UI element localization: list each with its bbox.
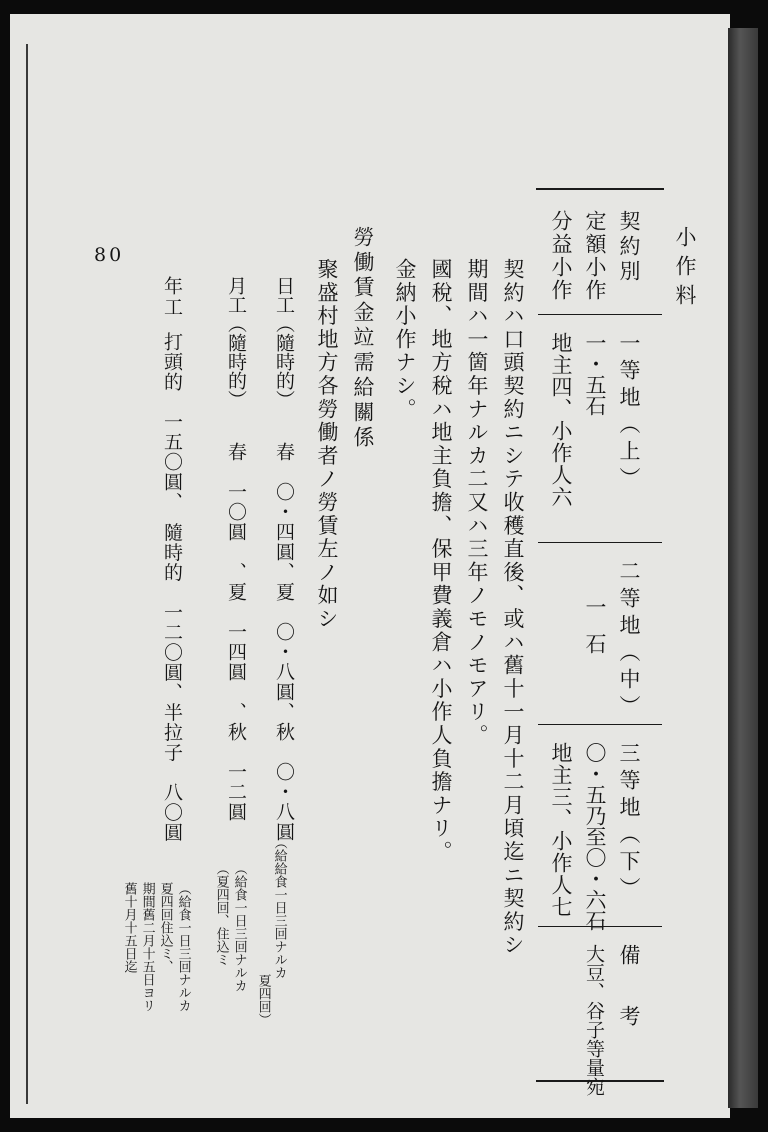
tax-burden-line: 國稅、地方稅ハ地主負擔、保甲費義倉ハ小作人負擔ナリ。 <box>429 258 453 864</box>
yearly-labor-note-2: 夏四回住込ミ、 <box>157 882 173 973</box>
day-labor-wages: 春 〇・四圓、夏 〇・八圓、秋 〇・八圓 <box>273 442 295 842</box>
yearly-labor-note-4: 舊十月十五日迄 <box>121 882 137 973</box>
section-title: 小作料 <box>673 226 697 313</box>
monthly-labor-type: 月工（隨時的） <box>225 276 247 409</box>
day-labor-note-2: 夏四回） <box>255 974 271 1026</box>
grade-3-label: 三等地（下） <box>617 742 641 904</box>
header-share-rent: 分益小作 <box>549 210 573 302</box>
remarks-text: 大豆、谷子等量宛 <box>583 944 605 1096</box>
header-fixed-rent: 定額小作 <box>583 210 607 302</box>
book-gutter-shadow <box>728 28 758 1108</box>
book-page <box>10 14 730 1118</box>
grade-2-label: 二等地（中） <box>617 560 641 722</box>
day-labor-note-1: （給給食一日三回ナルカ <box>271 836 287 979</box>
grade-1-label: 一等地（上） <box>617 332 641 494</box>
contract-terms-line: 契約ハ口頭契約ニシテ收穫直後、或ハ舊十一月十二月頃迄ニ契約シ <box>501 258 525 957</box>
wage-intro: 聚盛村地方各勞働者ノ勞賃左ノ如シ <box>315 258 339 631</box>
wage-section-title: 勞働賃金竝需給關係 <box>351 226 375 451</box>
grade-2-fixed-rent: 一石 <box>583 596 607 670</box>
table-top-rule <box>536 188 664 190</box>
binding-edge-line <box>26 44 28 1104</box>
monthly-labor-note-2: （夏四回、住込ミ <box>213 862 229 966</box>
yearly-labor-note-1: （給食一日三回ナルカ <box>175 882 191 1012</box>
yearly-labor-wages: 打頭的 一五〇圓、 隨時的 一二〇圓、半拉子 八〇圓 <box>161 332 183 843</box>
yearly-labor-type: 年工 <box>161 276 183 318</box>
remarks-label: 備考 <box>617 944 641 1066</box>
table-header-divider <box>538 314 662 315</box>
day-labor-type: 日工（隨時的） <box>273 276 295 409</box>
contract-period-line: 期間ハ一箇年ナルカ二又ハ三年ノモノモアリ。 <box>465 258 489 748</box>
table-divider-2 <box>538 724 662 725</box>
grade-1-fixed-rent: 一・五石 <box>583 332 607 416</box>
header-contract-type: 契約別 <box>617 210 641 285</box>
table-divider-1 <box>538 542 662 543</box>
grade-3-share-rent: 地主三、小作人七 <box>549 742 573 918</box>
yearly-labor-note-3: 期間舊二月十五日ヨリ <box>139 882 155 1012</box>
grade-3-fixed-rent: 〇・五乃至〇・六石 <box>583 742 607 931</box>
grade-1-share-rent: 地主四、小作人六 <box>549 332 573 508</box>
monthly-labor-note-1: （給食一日三回ナルカ <box>231 862 247 992</box>
cash-rent-line: 金納小作ナシ。 <box>393 258 417 422</box>
monthly-labor-wages: 春 一〇圓 、夏 一四圓 、秋 一二圓 <box>225 442 247 822</box>
page-number: 80 <box>94 244 125 266</box>
